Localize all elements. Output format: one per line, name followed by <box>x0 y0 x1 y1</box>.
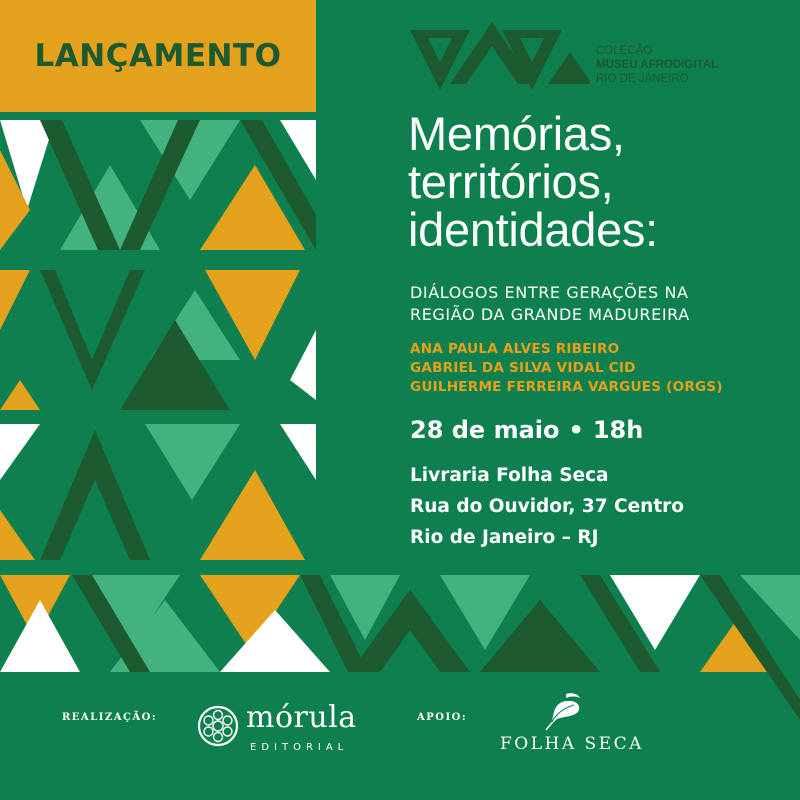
title-line: identidades: <box>408 203 658 256</box>
realizacao-label: REALIZAÇÃO: <box>62 712 158 723</box>
event-date-time <box>410 416 643 444</box>
venue-line: Rio de Janeiro – RJ <box>410 527 599 548</box>
launch-banner <box>0 0 316 112</box>
morula-brand: mórula <box>246 700 357 735</box>
title-line: Memórias, <box>408 107 625 160</box>
collection-label <box>596 44 718 86</box>
event-date: 28 de maio <box>410 416 560 444</box>
folha-seca-brand: FOLHA SECA <box>500 734 644 754</box>
subtitle-line: REGIÃO DA GRANDE MADUREIRA <box>410 305 690 324</box>
morula-ball-icon <box>196 704 240 748</box>
author-name: GUILHERME FERREIRA VARGUES (ORGS) <box>410 379 723 395</box>
author-name: ANA PAULA ALVES RIBEIRO <box>410 341 620 357</box>
collection-line: COLEÇÃO <box>596 45 653 57</box>
venue-line: Rua do Ouvidor, 37 Centro <box>410 496 685 517</box>
venue-line: Livraria Folha Seca <box>410 465 609 486</box>
event-separator: • <box>568 416 584 444</box>
mountain-logo-icon <box>410 22 590 92</box>
book-subtitle <box>410 282 690 326</box>
event-venue <box>410 460 684 553</box>
pattern-band <box>0 672 800 800</box>
event-time: 18h <box>592 416 644 444</box>
subtitle-line: DIÁLOGOS ENTRE GERAÇÕES NA <box>410 283 689 302</box>
morula-subtitle: EDITORIAL <box>250 742 349 753</box>
collection-city: RIO DE JANEIRO <box>596 73 689 85</box>
title-line: territórios, <box>408 155 614 208</box>
folha-seca-leaf-icon <box>536 690 584 732</box>
collection-name: MUSEU AFRODIGITAL <box>596 59 719 71</box>
launch-label: LANÇAMENTO <box>34 38 282 74</box>
book-title <box>408 107 658 256</box>
author-name: GABRIEL DA SILVA VIDAL CID <box>410 360 636 376</box>
apoio-label: APOIO: <box>417 712 468 723</box>
book-authors <box>410 340 723 397</box>
